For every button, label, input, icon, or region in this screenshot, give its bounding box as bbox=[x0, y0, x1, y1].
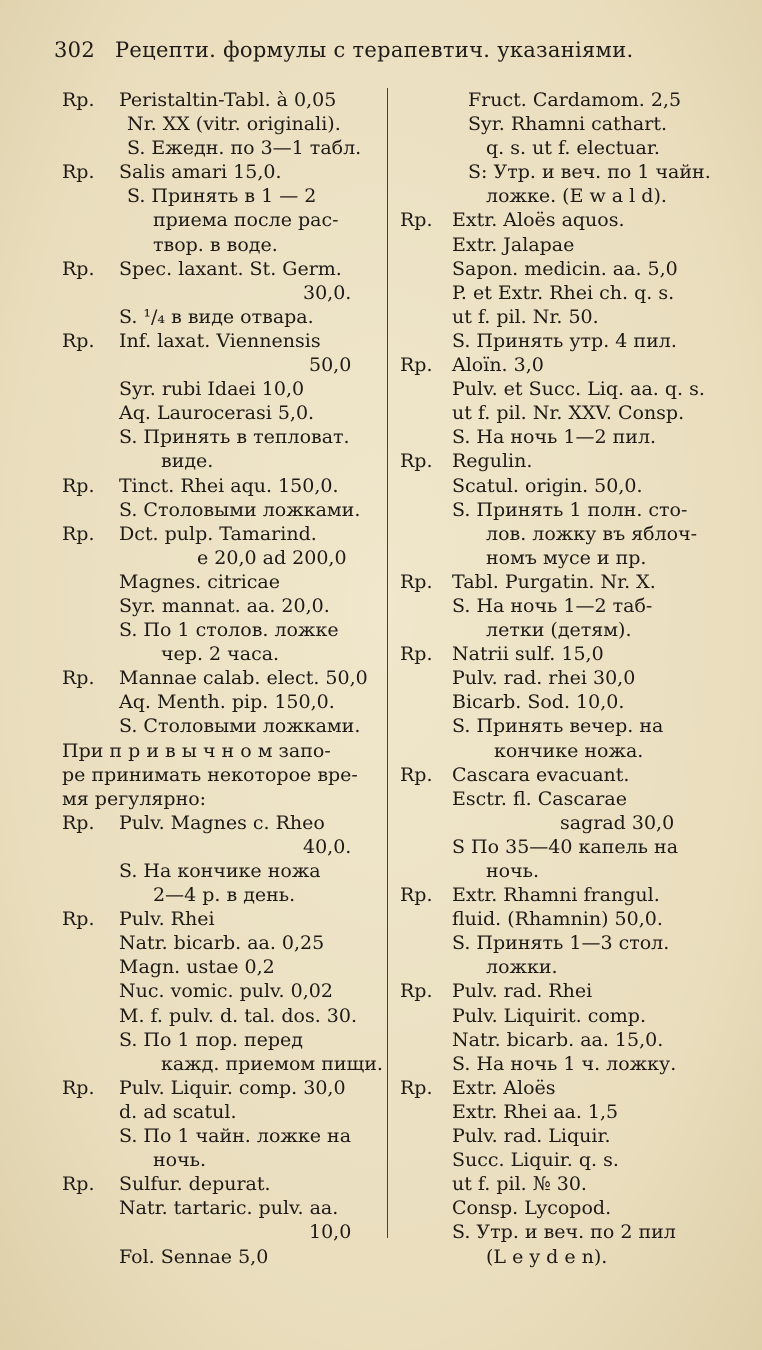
prescription-lines bbox=[452, 208, 736, 353]
prescription-entry bbox=[400, 208, 736, 353]
prescription-entry bbox=[62, 811, 386, 907]
prescription-line: S. На ночь 1 ч. ложку. bbox=[452, 1052, 677, 1075]
prescription-line: S. ¹/₄ в виде отвара. bbox=[119, 305, 314, 328]
prescription-lines bbox=[119, 666, 386, 738]
prescription-line: ночь. bbox=[153, 1149, 207, 1172]
prescription-line: ночь. bbox=[486, 860, 540, 882]
prescription-line: Pulv. rad. rhei 30,0 bbox=[452, 667, 636, 690]
prescription-line: чер. 2 часа. bbox=[161, 643, 280, 666]
column-divider bbox=[387, 88, 388, 1238]
prescription-lines bbox=[452, 763, 736, 883]
prescription-lines bbox=[119, 257, 386, 329]
prescription-lines bbox=[452, 979, 736, 1075]
rp-marker: Rp. bbox=[62, 811, 95, 834]
prescription-line: S. На ночь 1—2 таб- bbox=[452, 594, 653, 617]
prescription-line: q. s. ut f. electuar. bbox=[486, 137, 660, 160]
page-number: 302 bbox=[54, 38, 95, 62]
prescription-line: 2—4 р. в день. bbox=[153, 884, 296, 907]
prescription-entry bbox=[400, 88, 736, 208]
left-column bbox=[62, 88, 386, 1269]
prescription-line: S. Столовыми ложками. bbox=[119, 498, 361, 521]
prescription-lines bbox=[119, 522, 386, 667]
prescription-line: Dct. pulp. Tamarind. bbox=[119, 522, 317, 545]
prescription-entry bbox=[400, 763, 736, 883]
prescription-line: 30,0. bbox=[303, 281, 352, 304]
prescription-line: Cascara evacuant. bbox=[452, 763, 630, 786]
prescription-line: Extr. Aloës bbox=[452, 1076, 556, 1099]
running-title: Рецепти. формулы с терапевтич. указаніями. bbox=[114, 38, 634, 62]
prescription-line: Mannae calab. elect. 50,0 bbox=[119, 667, 368, 690]
prescription-line: Consp. Lycopod. bbox=[452, 1197, 612, 1220]
prescription-line: Natr. bicarb. aa. 0,25 bbox=[119, 932, 325, 955]
prescription-line: Regulin. bbox=[452, 450, 533, 473]
prescription-line: S. По 1 чайн. ложке на bbox=[119, 1125, 352, 1148]
rp-marker: Rp. bbox=[400, 980, 433, 1003]
prescription-line: S. По 1 пор. перед bbox=[119, 1028, 303, 1051]
prescription-line: S. Принять 1 полн. сто- bbox=[452, 498, 688, 521]
prescription-line: летки (детям). bbox=[486, 619, 632, 642]
prescription-line: Peristaltin-Tabl. à 0,05 bbox=[119, 89, 337, 111]
prescription-line: Spec. laxant. St. Germ. bbox=[119, 257, 342, 280]
rp-marker: Rp. bbox=[62, 1076, 95, 1099]
prescription-line: Tabl. Purgatin. Nr. X. bbox=[452, 570, 656, 593]
prescription-line: Esctr. fl. Cascarae bbox=[452, 787, 627, 810]
rp-marker: Rp. bbox=[62, 474, 95, 497]
prescription-line: Extr. Aloës aquos. bbox=[452, 209, 625, 232]
rp-marker: Rp. bbox=[62, 667, 95, 690]
prescription-line: Pulv. et Succ. Liq. aa. q. s. bbox=[452, 378, 705, 401]
prescription-line: S: Утр. и веч. по 1 чайн. bbox=[468, 161, 711, 184]
prescription-line: S. На ночь 1—2 пил. bbox=[452, 426, 657, 449]
prescription-lines bbox=[452, 449, 736, 569]
prescription-line: Inf. laxat. Viennensis bbox=[119, 329, 321, 352]
prescription-lines bbox=[452, 88, 736, 208]
prescription-line: Pulv. Magnes c. Rheo bbox=[119, 811, 325, 834]
prescription-line: sagrad 30,0 bbox=[560, 811, 675, 834]
prescription-entry bbox=[400, 353, 736, 449]
prescription-line: Bicarb. Sod. 10,0. bbox=[452, 691, 625, 714]
prescription-line: e 20,0 ad 200,0 bbox=[197, 546, 347, 569]
prescription-line: Natr. tartaric. pulv. aa. bbox=[119, 1197, 339, 1220]
prescription-lines bbox=[119, 88, 386, 160]
rp-marker: Rp. bbox=[62, 522, 95, 545]
prescription-entry bbox=[62, 329, 386, 474]
prescription-line: Syr. rubi Idaei 10,0 bbox=[119, 378, 305, 401]
prescription-line: Pulv. rad. Liquir. bbox=[452, 1125, 611, 1148]
page-header bbox=[54, 38, 734, 74]
prescription-lines bbox=[119, 474, 386, 522]
rp-marker: Rp. bbox=[400, 1076, 433, 1099]
rp-marker: Rp. bbox=[62, 89, 95, 111]
prescription-entry bbox=[62, 522, 386, 667]
prescription-line: S. Столовыми ложками. bbox=[119, 715, 361, 738]
rp-marker: Rp. bbox=[400, 570, 433, 593]
prescription-line: твор. в воде. bbox=[153, 233, 278, 256]
prescription-entry bbox=[62, 1172, 386, 1268]
prescription-line: S. Принять утр. 4 пил. bbox=[452, 329, 677, 352]
prescription-line: Succ. Liquir. q. s. bbox=[452, 1149, 619, 1172]
prescription-line: Sulfur. depurat. bbox=[119, 1173, 271, 1196]
prescription-line: Pulv. Liquir. comp. 30,0 bbox=[119, 1076, 346, 1099]
prescription-line: S. Принять 1—3 стол. bbox=[452, 932, 670, 955]
prescription-line: Sapon. medicin. aa. 5,0 bbox=[452, 257, 678, 280]
prescription-line: (L e y d e n). bbox=[486, 1245, 608, 1268]
prescription-line: Pulv. rad. Rhei bbox=[452, 980, 593, 1003]
prescription-entry bbox=[400, 1076, 736, 1269]
prescription-line: виде. bbox=[161, 450, 214, 473]
prescription-line: 50,0 bbox=[309, 354, 352, 377]
prescription-line: S. Принять вечер. на bbox=[452, 715, 664, 738]
rp-marker: Rp. bbox=[400, 209, 433, 232]
prescription-line: Magnes. citricae bbox=[119, 570, 280, 593]
prescription-line: P. et Extr. Rhei ch. q. s. bbox=[452, 281, 675, 304]
prescription-line: Aq. Laurocerasi 5,0. bbox=[119, 402, 315, 425]
right-column bbox=[400, 88, 736, 1269]
prescription-line: 10,0 bbox=[309, 1221, 352, 1244]
prescription-lines bbox=[119, 1172, 386, 1268]
rp-marker bbox=[400, 88, 452, 208]
note-line: ре принимать некоторое вре- bbox=[62, 763, 358, 786]
prescription-line: кончике ножа. bbox=[494, 739, 644, 762]
prescription-line: Salis amari 15,0. bbox=[119, 161, 282, 184]
rp-marker: Rp. bbox=[400, 643, 433, 666]
prescription-lines bbox=[119, 1076, 386, 1172]
prescription-entry bbox=[400, 883, 736, 979]
prescription-line: Tinct. Rhei aqu. 150,0. bbox=[119, 474, 339, 497]
prescription-lines bbox=[119, 811, 386, 907]
prescription-line: S. Принять в 1 — 2 bbox=[127, 185, 317, 208]
prescription-line: Syr. mannat. aa. 20,0. bbox=[119, 594, 330, 617]
prescription-line: Extr. Rhei aa. 1,5 bbox=[452, 1100, 619, 1123]
rp-marker: Rp. bbox=[62, 161, 95, 184]
prescription-lines bbox=[119, 160, 386, 256]
prescription-line: кажд. приемом пищи. bbox=[161, 1052, 383, 1075]
prescription-lines bbox=[119, 329, 386, 474]
rp-marker: Rp. bbox=[400, 763, 433, 786]
prescription-line: Fruct. Cardamom. 2,5 bbox=[468, 89, 682, 111]
prescription-line: d. ad scatul. bbox=[119, 1100, 237, 1123]
prescription-line: Scatul. origin. 50,0. bbox=[452, 474, 643, 497]
prescription-entry bbox=[400, 449, 736, 569]
prescription-line: ложки. bbox=[486, 956, 558, 979]
prescription-line: S По 35—40 капель на bbox=[452, 835, 679, 858]
rp-marker: Rp. bbox=[62, 1173, 95, 1196]
rp-marker: Rp. bbox=[62, 257, 95, 280]
prescription-lines bbox=[119, 907, 386, 1076]
prescription-entry bbox=[400, 979, 736, 1075]
prescription-line: приема после рас- bbox=[153, 209, 339, 232]
prescription-line: Nuc. vomic. pulv. 0,02 bbox=[119, 980, 333, 1003]
prescription-line: Natrii sulf. 15,0 bbox=[452, 643, 604, 666]
rp-marker: Rp. bbox=[400, 354, 433, 377]
prescription-line: S. Утр. и веч. по 2 пил bbox=[452, 1221, 676, 1244]
rp-marker: Rp. bbox=[400, 884, 433, 907]
prescription-entry bbox=[62, 474, 386, 522]
prescription-line: лов. ложку въ яблоч- bbox=[486, 522, 698, 545]
prescription-line: Nr. XX (vitr. originali). bbox=[127, 113, 341, 136]
note-line: При п р и в ы ч н о м запо- bbox=[62, 739, 331, 762]
prescription-line: ut f. pil. № 30. bbox=[452, 1173, 587, 1196]
prescription-entry bbox=[400, 642, 736, 762]
prescription-line: ложке. (E w a l d). bbox=[486, 185, 667, 208]
prescription-line: 40,0. bbox=[303, 835, 352, 858]
prescription-line: Fol. Sennae 5,0 bbox=[119, 1245, 269, 1268]
prescription-entry bbox=[400, 570, 736, 642]
note-line: мя регулярно: bbox=[62, 787, 207, 810]
prescription-line: Pulv. Liquirit. comp. bbox=[452, 1004, 646, 1027]
prescription-lines bbox=[452, 570, 736, 642]
prescription-line: Extr. Rhamni frangul. bbox=[452, 884, 660, 907]
prescription-lines bbox=[452, 1076, 736, 1269]
prescription-line: Syr. Rhamni cathart. bbox=[468, 113, 667, 136]
prescription-line: fluid. (Rhamnin) 50,0. bbox=[452, 908, 663, 931]
prescription-line: номъ мусе и пр. bbox=[486, 546, 647, 569]
prescription-line: ut f. pil. Nr. XXV. Consp. bbox=[452, 402, 685, 425]
prescription-entry bbox=[62, 257, 386, 329]
prescription-line: ut f. pil. Nr. 50. bbox=[452, 305, 599, 328]
prescription-entry bbox=[62, 1076, 386, 1172]
prescription-entry bbox=[62, 160, 386, 256]
prescription-line: S. На кончике ножа bbox=[119, 860, 321, 882]
prescription-lines bbox=[452, 883, 736, 979]
note-paragraph bbox=[62, 739, 386, 811]
prescription-entry bbox=[62, 88, 386, 160]
prescription-line: Aloïn. 3,0 bbox=[452, 354, 544, 377]
prescription-lines bbox=[452, 353, 736, 449]
rp-marker: Rp. bbox=[62, 329, 95, 352]
rp-marker: Rp. bbox=[62, 908, 95, 931]
prescription-line: S. Ежедн. по 3—1 табл. bbox=[127, 137, 362, 160]
prescription-line: Extr. Jalapae bbox=[452, 233, 575, 256]
prescription-line: Natr. bicarb. aa. 15,0. bbox=[452, 1028, 664, 1051]
prescription-entry bbox=[62, 666, 386, 738]
prescription-line: Pulv. Rhei bbox=[119, 908, 215, 931]
prescription-line: S. По 1 столов. ложке bbox=[119, 619, 339, 642]
prescription-line: S. Принять в тепловат. bbox=[119, 426, 350, 449]
prescription-lines bbox=[452, 642, 736, 762]
prescription-line: Aq. Menth. pip. 150,0. bbox=[119, 691, 335, 714]
prescription-entry bbox=[62, 907, 386, 1076]
prescription-line: M. f. pulv. d. tal. dos. 30. bbox=[119, 1004, 358, 1027]
prescription-line: Magn. ustae 0,2 bbox=[119, 956, 275, 979]
rp-marker: Rp. bbox=[400, 450, 433, 473]
